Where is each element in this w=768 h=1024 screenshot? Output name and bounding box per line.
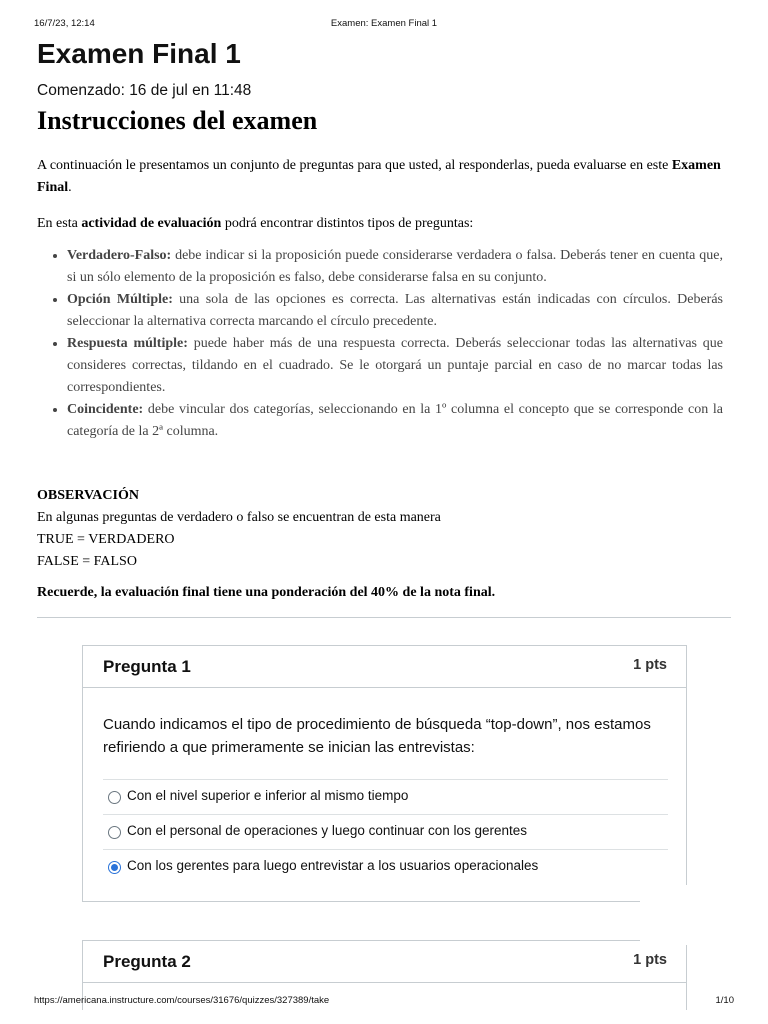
answer-option[interactable] <box>103 814 668 849</box>
radio-button-selected[interactable] <box>108 861 121 874</box>
section-divider <box>37 617 731 618</box>
observation-block <box>37 485 723 573</box>
question-type-list <box>67 245 723 443</box>
print-doc-title: Examen: Examen Final 1 <box>330 18 438 29</box>
instructions-heading: Instrucciones del examen <box>37 106 318 135</box>
activity-end: podrá encontrar distintos tipos de preguntas: <box>221 216 474 231</box>
print-url: https://americana.instructure.com/courses/31676/quizzes/327389/take <box>34 995 330 1006</box>
type-desc: debe indicar si la proposición puede considerarse verdadera o falsa. Deberás tener en cuenta que, si un sólo elemento de la proposición es falso, debe considerarse falsa en su conjunto. <box>67 248 723 285</box>
type-name: Coincidente: <box>67 402 144 417</box>
answer-label[interactable]: Con el nivel superior e inferior al mismo tiempo <box>127 788 409 803</box>
intro-end: . <box>68 180 72 195</box>
answer-option[interactable] <box>103 779 668 814</box>
type-desc: puede haber más de una respuesta correcta. Deberás seleccionar todas las alternativas que consideres correctas, tildando en el cuadrado. Se le otorgará un puntaje parcial en caso de no marcar todas las correspondientes. <box>67 336 723 395</box>
observation-line: En algunas preguntas de verdadero o falso se encuentran de esta manera <box>37 510 441 525</box>
true-mapping: TRUE = VERDADERO <box>37 532 175 547</box>
activity-text: En esta <box>37 216 82 231</box>
list-item <box>67 245 723 289</box>
question-card-1 <box>82 645 687 902</box>
question-header <box>83 941 686 983</box>
quiz-title: Examen Final 1 <box>37 38 241 69</box>
answer-label[interactable]: Con los gerentes para luego entrevistar a los usuarios operacionales <box>127 858 539 873</box>
print-page-number: 1/10 <box>715 995 734 1006</box>
observation-title: OBSERVACIÓN <box>37 488 139 503</box>
list-item <box>67 399 723 443</box>
intro-text: A continuación le presentamos un conjunto de preguntas para que usted, al responderlas, pueda evaluarse en este <box>37 158 672 173</box>
instructions-body <box>37 155 723 443</box>
type-desc: debe vincular dos categorías, seleccionando en la 1º columna el concepto que se corresponde con la categoría de la 2ª columna. <box>67 402 723 439</box>
type-name: Verdadero-Falso: <box>67 248 172 263</box>
print-footer <box>34 995 734 1009</box>
print-date: 16/7/23, 12:14 <box>34 18 95 29</box>
question-points: 1 pts <box>633 657 667 673</box>
list-item <box>67 289 723 333</box>
radio-button[interactable] <box>108 791 121 804</box>
type-name: Opción Múltiple: <box>67 292 173 307</box>
type-name: Respuesta múltiple: <box>67 336 188 351</box>
grade-reminder: Recuerde, la evaluación final tiene una ponderación del 40% de la nota final. <box>37 585 496 600</box>
answer-label[interactable]: Con el personal de operaciones y luego continuar con los gerentes <box>127 823 528 838</box>
list-item <box>67 333 723 399</box>
page-break-mask <box>640 930 690 945</box>
radio-button[interactable] <box>108 826 121 839</box>
question-title: Pregunta 1 <box>103 657 191 676</box>
activity-bold: actividad de evaluación <box>81 216 222 231</box>
answer-option[interactable] <box>103 849 668 884</box>
page-break-mask <box>640 885 690 910</box>
question-text: Cuando indicamos el tipo de procedimiento de búsqueda “top-down”, nos estamos refiriendo a que primeramente se inician las entrevistas: <box>103 716 651 756</box>
type-desc: una sola de las opciones es correcta. Las alternativas están indicadas con círculos. Deberás seleccionar la alternativa correcta marcando el círculo precedente. <box>67 292 724 329</box>
question-points: 1 pts <box>633 952 667 968</box>
false-mapping: FALSE = FALSO <box>37 554 137 569</box>
instructions-activity <box>37 213 723 235</box>
answer-list <box>103 779 668 884</box>
question-header <box>83 646 686 688</box>
question-title: Pregunta 2 <box>103 952 191 971</box>
print-header <box>34 18 734 32</box>
quiz-started-time: Comenzado: 16 de jul en 11:48 <box>37 82 252 99</box>
intro-bold: Examen Final <box>37 158 721 195</box>
instructions-intro <box>37 155 723 199</box>
